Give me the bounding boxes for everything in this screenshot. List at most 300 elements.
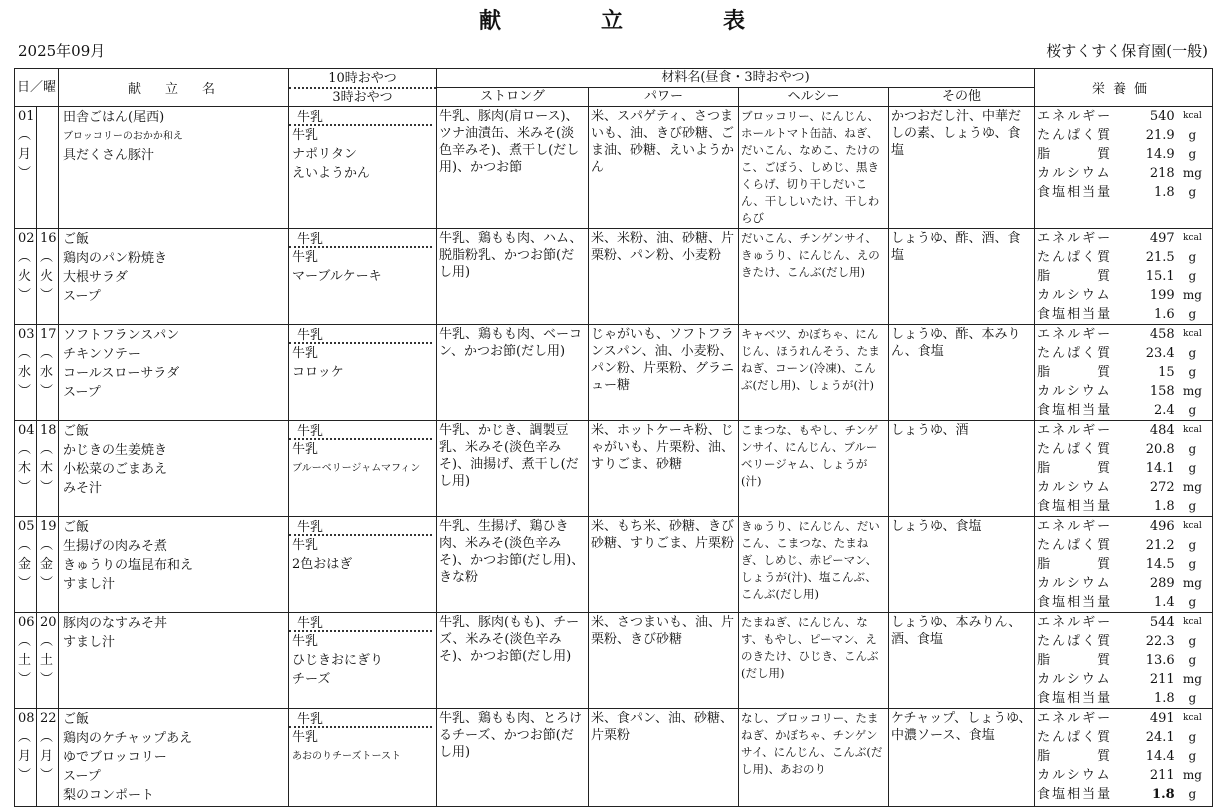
day-char: ︵	[18, 538, 32, 553]
day-char: ︶	[18, 768, 32, 783]
other-materials: しょうゆ、酒	[889, 421, 1035, 517]
snack-pm-header: 3時おやつ	[332, 89, 393, 105]
nutrient-label: 食塩相当量	[1037, 787, 1113, 802]
day-char: ︵	[40, 346, 54, 361]
strong-materials: 牛乳、鶏もも肉、ハム、脱脂粉乳、かつお節(だし用)	[437, 229, 589, 325]
materials-header: 材料名(昼食・3時おやつ)	[437, 69, 1035, 88]
strong-materials: 牛乳、鶏もも肉、とろけるチーズ、かつお節(だし用)	[437, 709, 589, 807]
nutrient-value: 1.6	[1153, 307, 1175, 322]
day-char: 土	[40, 653, 54, 668]
day-char	[40, 164, 58, 183]
nutrient-unit: kcal	[1182, 617, 1202, 627]
healthy-materials: きゅうり、にんじん、だいこん、こまつな、たまねぎ、しめじ、赤ピーマン、しょうが(汁)、塩こんぶ、こんぶ(だし用)	[739, 517, 889, 613]
dish-name: 田舎ごはん(尾西)	[63, 110, 165, 125]
snack-pm-item: チーズ	[292, 672, 331, 687]
nutrient-unit: g	[1188, 269, 1197, 283]
day-char: 06	[18, 615, 35, 630]
day-char: ︵	[40, 250, 54, 265]
nutrient-row	[1037, 555, 1210, 574]
nutrient-unit: kcal	[1182, 713, 1202, 723]
strong-materials: 牛乳、豚肉(もも)、チーズ、米みそ(淡色辛みそ)、かつお節(だし用)	[437, 613, 589, 709]
snack-header	[289, 69, 437, 107]
day-cell	[15, 107, 37, 229]
nutrient-unit: kcal	[1182, 233, 1202, 243]
nutrient-value: 289	[1149, 576, 1175, 591]
nutrient-value: 15.1	[1145, 269, 1175, 284]
nutrient-unit: mg	[1182, 480, 1202, 494]
day-char: 水	[40, 365, 54, 380]
snack-am: 牛乳	[289, 423, 432, 440]
nutrient-unit: mg	[1182, 768, 1202, 782]
nutrient-label: エネルギー	[1037, 615, 1113, 630]
other-materials: しょうゆ、食塩	[889, 517, 1035, 613]
nutrient-unit: g	[1188, 595, 1197, 609]
dish-name: ご飯	[63, 232, 90, 247]
snack-cell	[289, 325, 437, 421]
nutrient-unit: g	[1188, 538, 1197, 552]
snack-cell	[289, 709, 437, 807]
dish-name: ご飯	[63, 520, 90, 535]
day-char: 金	[40, 557, 54, 572]
day-char: ︶	[40, 480, 54, 495]
nutrient-label: たんぱく質	[1037, 634, 1113, 649]
nutrient-value: 14.4	[1145, 749, 1175, 764]
nutrient-label: エネルギー	[1037, 423, 1113, 438]
nutrient-label: 脂 質	[1037, 749, 1113, 764]
power-materials: 米、米粉、油、砂糖、片栗粉、パン粉、小麦粉	[589, 229, 739, 325]
healthy-materials: だいこん、チンゲンサイ、きゅうり、にんじん、えのきたけ、こんぶ(だし用)	[739, 229, 889, 325]
dish-name: すまし汁	[63, 635, 116, 650]
dish-name: ゆでブロッコリー	[63, 750, 167, 765]
day-cell	[15, 229, 37, 325]
snack-pm-item: 牛乳	[292, 634, 319, 649]
dish-name: ソフトフランスパン	[63, 328, 180, 343]
nutrient-value: 1.8	[1153, 691, 1175, 706]
nutrient-row	[1037, 574, 1210, 593]
day-cell-2	[37, 421, 59, 517]
nutrient-unit: mg	[1182, 166, 1202, 180]
nutrient-row	[1037, 421, 1210, 440]
healthy-materials: なし、ブロッコリー、たまねぎ、かぼちゃ、チンゲンサイ、にんじん、こんぶ(だし用)、あおのり	[739, 709, 889, 807]
day-char: ︵	[40, 730, 54, 745]
snack-am: 牛乳	[289, 231, 432, 248]
nutrient-label: カルシウム	[1037, 480, 1112, 495]
dishes-cell	[59, 325, 289, 421]
nutrient-unit: g	[1188, 749, 1197, 763]
strong-header: ストロング	[437, 88, 589, 107]
other-materials: かつおだし汁、中華だしの素、しょうゆ、食塩	[889, 107, 1035, 229]
day-char: ︵	[18, 634, 32, 649]
day-cell-2	[37, 107, 59, 229]
nutrient-value: 21.9	[1145, 128, 1175, 143]
nutrient-unit: g	[1188, 365, 1197, 379]
nutrient-row	[1037, 689, 1210, 708]
snack-pm-item: 牛乳	[292, 128, 319, 143]
nutrient-label: たんぱく質	[1037, 730, 1113, 745]
nutrient-value: 13.6	[1145, 653, 1175, 668]
day-char: ︵	[18, 346, 32, 361]
day-cell-2	[37, 709, 59, 807]
day-char: ︵	[18, 730, 32, 745]
snack-am-header: 10時おやつ	[289, 70, 436, 89]
day-cell	[15, 613, 37, 709]
dish-name: 大根サラダ	[63, 270, 128, 285]
snack-pm-item: えいようかん	[292, 166, 371, 181]
day-char: 月	[18, 147, 32, 162]
nutrient-row	[1037, 145, 1210, 164]
nutrient-label: 食塩相当量	[1037, 403, 1113, 418]
power-materials: 米、さつまいも、油、片栗粉、きび砂糖	[589, 613, 739, 709]
nutrition-header: 栄養価	[1035, 69, 1213, 107]
day-char: ︶	[18, 384, 32, 399]
day-char: ︶	[18, 480, 32, 495]
dish-name: 鶏肉のケチャップあえ	[63, 731, 193, 746]
other-header: その他	[889, 88, 1035, 107]
day-cell-2	[37, 517, 59, 613]
snack-cell	[289, 229, 437, 325]
day-char: ︵	[40, 634, 54, 649]
power-materials: 米、スパゲティ、さつまいも、油、きび砂糖、ごま油、砂糖、えいようかん	[589, 107, 739, 229]
table-row	[15, 421, 1213, 517]
day-char: 火	[40, 269, 54, 284]
dish-name: コールスローサラダ	[63, 366, 180, 381]
day-char: ︶	[40, 384, 54, 399]
nutrient-value: 2.4	[1153, 403, 1175, 418]
table-row	[15, 517, 1213, 613]
dishes-cell	[59, 517, 289, 613]
nutrient-row	[1037, 440, 1210, 459]
nutrient-row	[1037, 401, 1210, 420]
snack-am: 牛乳	[289, 711, 432, 728]
strong-materials: 牛乳、豚肉(肩ロース)、ツナ油漬缶、米みそ(淡色辛みそ)、煮干し(だし用)、かつお節	[437, 107, 589, 229]
snack-pm-item: ナポリタン	[292, 147, 358, 162]
nutrient-label: 脂 質	[1037, 269, 1113, 284]
nutrient-label: 脂 質	[1037, 461, 1113, 476]
nutrient-row	[1037, 651, 1210, 670]
nutrient-value: 484	[1149, 423, 1175, 438]
dish-name: 梨のコンポート	[63, 788, 155, 803]
nutrient-value: 458	[1149, 327, 1175, 342]
nutrient-label: たんぱく質	[1037, 538, 1113, 553]
nutrient-label: たんぱく質	[1037, 442, 1113, 457]
nutrition-cell	[1035, 107, 1213, 229]
table-row	[15, 107, 1213, 229]
dish-name: ご飯	[63, 712, 90, 727]
day-char: ︵	[18, 250, 32, 265]
nutrition-cell	[1035, 421, 1213, 517]
nutrient-value: 272	[1149, 480, 1175, 495]
day-char: ︶	[40, 768, 54, 783]
snack-am: 牛乳	[289, 519, 432, 536]
nutrient-unit: g	[1188, 250, 1197, 264]
nutrient-row	[1037, 517, 1210, 536]
snack-pm-item: 牛乳	[292, 250, 319, 265]
nutrient-row	[1037, 267, 1210, 286]
table-row	[15, 229, 1213, 325]
snack-pm-item: 牛乳	[292, 538, 319, 553]
day-char: ︶	[18, 576, 32, 591]
other-materials: しょうゆ、本みりん、酒、食塩	[889, 613, 1035, 709]
nutrient-row	[1037, 536, 1210, 555]
nutrient-row	[1037, 728, 1210, 747]
dish-name: かじきの生姜焼き	[63, 443, 168, 458]
nutrient-unit: g	[1188, 787, 1197, 801]
other-materials: しょうゆ、酢、本みりん、食塩	[889, 325, 1035, 421]
nutrient-value: 14.5	[1145, 557, 1175, 572]
dish-name: きゅうりの塩昆布和え	[63, 558, 194, 573]
day-char: 20	[40, 615, 57, 630]
day-char: 火	[18, 269, 32, 284]
nutrient-value: 14.1	[1145, 461, 1175, 476]
dish-name: 具だくさん豚汁	[63, 148, 155, 163]
nutrient-row	[1037, 593, 1210, 612]
dish-name: ブロッコリーのおかか和え	[63, 131, 183, 142]
day-char	[40, 126, 58, 145]
nutrient-value: 211	[1149, 768, 1175, 783]
dish-name: スープ	[63, 769, 101, 784]
nutrient-label: カルシウム	[1037, 384, 1112, 399]
day-cell-2	[37, 229, 59, 325]
nutrient-label: たんぱく質	[1037, 250, 1113, 265]
nutrient-value: 24.1	[1145, 730, 1175, 745]
day-char: ︶	[40, 288, 54, 303]
nutrient-label: 食塩相当量	[1037, 595, 1113, 610]
day-char: ︶	[40, 576, 54, 591]
nutrient-value: 211	[1149, 672, 1175, 687]
nutrient-label: 食塩相当量	[1037, 499, 1113, 514]
nutrient-value: 20.8	[1145, 442, 1175, 457]
snack-cell	[289, 613, 437, 709]
nutrition-cell	[1035, 325, 1213, 421]
nutrient-unit: kcal	[1182, 111, 1202, 121]
day-cell	[15, 325, 37, 421]
day-char: 月	[40, 749, 54, 764]
nutrient-label: たんぱく質	[1037, 128, 1113, 143]
day-cell-2	[37, 613, 59, 709]
nutrient-label: 脂 質	[1037, 653, 1113, 668]
dish-name: チキンソテー	[63, 347, 141, 362]
nutrition-cell	[1035, 229, 1213, 325]
nutrient-value: 158	[1149, 384, 1175, 399]
nutrient-row	[1037, 670, 1210, 689]
day-char: 木	[40, 461, 54, 476]
day-char: 01	[18, 109, 35, 124]
dish-name: スープ	[63, 289, 101, 304]
nutrient-row	[1037, 344, 1210, 363]
nutrient-value: 21.5	[1145, 250, 1175, 265]
nutrient-label: 食塩相当量	[1037, 185, 1113, 200]
dish-name: スープ	[63, 385, 101, 400]
nutrient-unit: mg	[1182, 384, 1202, 398]
nutrient-row	[1037, 747, 1210, 766]
nutrition-cell	[1035, 517, 1213, 613]
page-title: 献立表	[478, 8, 845, 34]
snack-pm-item: マーブルケーキ	[292, 269, 382, 284]
day-char: 05	[18, 519, 35, 534]
nutrient-unit: g	[1188, 499, 1197, 513]
nutrient-unit: g	[1188, 346, 1197, 360]
day-char: ︶	[18, 166, 32, 181]
dish-name: 小松菜のごまあえ	[63, 462, 168, 477]
day-char: ︵	[18, 442, 32, 457]
nutrient-row	[1037, 497, 1210, 516]
nutrient-label: カルシウム	[1037, 576, 1112, 591]
nutrient-value: 491	[1149, 711, 1175, 726]
nutrient-unit: g	[1188, 461, 1197, 475]
nutrient-value: 199	[1149, 288, 1175, 303]
snack-pm-item: 牛乳	[292, 442, 319, 457]
nutrient-value: 544	[1149, 615, 1175, 630]
nutrient-label: カルシウム	[1037, 672, 1112, 687]
other-materials: ケチャップ、しょうゆ、中濃ソース、食塩	[889, 709, 1035, 807]
nutrient-label: エネルギー	[1037, 519, 1113, 534]
nutrient-unit: kcal	[1182, 425, 1202, 435]
menu-name-header: 献立名	[59, 69, 289, 107]
nutrient-row	[1037, 766, 1210, 785]
healthy-header: ヘルシー	[739, 88, 889, 107]
nutrient-label: 食塩相当量	[1037, 307, 1113, 322]
day-char: ︵	[40, 538, 54, 553]
nutrient-unit: mg	[1182, 672, 1202, 686]
nutrient-value: 1.8	[1153, 499, 1175, 514]
nutrient-unit: g	[1188, 730, 1197, 744]
dish-name: すまし汁	[63, 577, 116, 592]
nutrient-unit: g	[1188, 307, 1197, 321]
nutrition-cell	[1035, 709, 1213, 807]
day-char: 22	[40, 711, 57, 726]
day-char: 02	[18, 231, 35, 246]
power-materials: じゃがいも、ソフトフランスパン、油、小麦粉、パン粉、片栗粉、グラニュー糖	[589, 325, 739, 421]
nutrient-unit: kcal	[1182, 329, 1202, 339]
day-char: ︵	[40, 442, 54, 457]
nutrient-unit: kcal	[1182, 521, 1202, 531]
nutrient-row	[1037, 305, 1210, 324]
strong-materials: 牛乳、鶏もも肉、ベーコン、かつお節(だし用)	[437, 325, 589, 421]
table-row	[15, 325, 1213, 421]
day-char: 16	[40, 231, 57, 246]
nutrition-cell	[1035, 613, 1213, 709]
day-char: 月	[18, 749, 32, 764]
nutrient-unit: g	[1188, 634, 1197, 648]
nutrient-label: たんぱく質	[1037, 346, 1113, 361]
day-char: 19	[40, 519, 57, 534]
day-cell	[15, 709, 37, 807]
day-char: ︶	[40, 672, 54, 687]
power-materials: 米、食パン、油、砂糖、片栗粉	[589, 709, 739, 807]
day-char: ︶	[18, 672, 32, 687]
day-char	[40, 107, 58, 126]
nutrient-value: 218	[1149, 166, 1175, 181]
nutrient-unit: g	[1188, 691, 1197, 705]
day-char: 土	[18, 653, 32, 668]
day-char: 木	[18, 461, 32, 476]
nutrient-row	[1037, 126, 1210, 145]
snack-pm-item: ひじきおにぎり	[292, 653, 384, 668]
nutrient-row	[1037, 785, 1210, 804]
day-char: 04	[18, 423, 35, 438]
table-row	[15, 613, 1213, 709]
snack-am: 牛乳	[289, 327, 432, 344]
nutrient-unit: g	[1188, 403, 1197, 417]
dish-name: みそ汁	[63, 481, 103, 496]
nutrient-row	[1037, 183, 1210, 202]
nutrient-value: 1.8	[1153, 185, 1175, 200]
nutrient-row	[1037, 363, 1210, 382]
nutrient-label: カルシウム	[1037, 768, 1112, 783]
snack-pm-item: コロッケ	[292, 365, 344, 380]
nutrient-label: エネルギー	[1037, 109, 1113, 124]
nutrient-row	[1037, 382, 1210, 401]
nutrient-label: カルシウム	[1037, 166, 1112, 181]
day-char: 03	[18, 327, 35, 342]
nutrient-row	[1037, 613, 1210, 632]
day-cell	[15, 517, 37, 613]
nutrient-unit: mg	[1182, 576, 1202, 590]
dishes-cell	[59, 107, 289, 229]
snack-am: 牛乳	[289, 615, 432, 632]
day-char: ︵	[18, 128, 32, 143]
dish-name: 鶏肉のパン粉焼き	[63, 251, 168, 266]
nutrient-label: 脂 質	[1037, 147, 1113, 162]
nutrient-label: エネルギー	[1037, 231, 1113, 246]
healthy-materials: ブロッコリー、にんじん、ホールトマト缶詰、ねぎ、だいこん、なめこ、たけのこ、ごぼう、しめじ、黒きくらげ、切り干しだいこん、干ししいたけ、干しわらび	[739, 107, 889, 229]
nutrient-row	[1037, 286, 1210, 305]
nutrient-label: エネルギー	[1037, 327, 1113, 342]
day-cell-2	[37, 325, 59, 421]
dishes-cell	[59, 613, 289, 709]
snack-am: 牛乳	[289, 109, 432, 126]
menu-table	[14, 68, 1213, 807]
power-header: パワー	[589, 88, 739, 107]
day-char: 08	[18, 711, 35, 726]
dishes-cell	[59, 229, 289, 325]
healthy-materials: こまつな、もやし、チンゲンサイ、にんじん、ブルーベリージャム、しょうが(汁)	[739, 421, 889, 517]
nutrient-label: 食塩相当量	[1037, 691, 1113, 706]
nutrient-row	[1037, 325, 1210, 344]
nutrient-row	[1037, 709, 1210, 728]
healthy-materials: たまねぎ、にんじん、なす、もやし、ピーマン、えのきたけ、ひじき、こんぶ(だし用)	[739, 613, 889, 709]
day-header: 日／曜	[15, 69, 59, 107]
table-row	[15, 709, 1213, 807]
school-name: 桜すくすく保育園(一般)	[1046, 42, 1208, 60]
snack-cell	[289, 421, 437, 517]
nutrient-unit: g	[1188, 147, 1197, 161]
nutrient-value: 22.3	[1145, 634, 1175, 649]
nutrient-row	[1037, 459, 1210, 478]
day-cell	[15, 421, 37, 517]
day-char	[40, 145, 58, 164]
nutrient-label: 脂 質	[1037, 557, 1113, 572]
strong-materials: 牛乳、生揚げ、鶏ひき肉、米みそ(淡色辛みそ)、かつお節(だし用)、きな粉	[437, 517, 589, 613]
snack-cell	[289, 107, 437, 229]
nutrient-row	[1037, 229, 1210, 248]
dishes-cell	[59, 421, 289, 517]
nutrient-value: 497	[1149, 231, 1175, 246]
snack-pm-item: 牛乳	[292, 730, 319, 745]
snack-pm-item: あおのりチーズトースト	[292, 751, 402, 762]
nutrient-row	[1037, 478, 1210, 497]
snack-cell	[289, 517, 437, 613]
dish-name: ご飯	[63, 424, 90, 439]
day-char: 18	[40, 423, 57, 438]
snack-pm-item: ブルーベリージャムマフィン	[292, 463, 421, 474]
nutrient-label: 脂 質	[1037, 365, 1113, 380]
dish-name: 生揚げの肉みそ煮	[63, 539, 168, 554]
nutrient-row	[1037, 248, 1210, 267]
nutrient-unit: g	[1188, 442, 1197, 456]
nutrient-unit: g	[1188, 128, 1197, 142]
dish-name: 豚肉のなすみそ丼	[63, 616, 168, 631]
